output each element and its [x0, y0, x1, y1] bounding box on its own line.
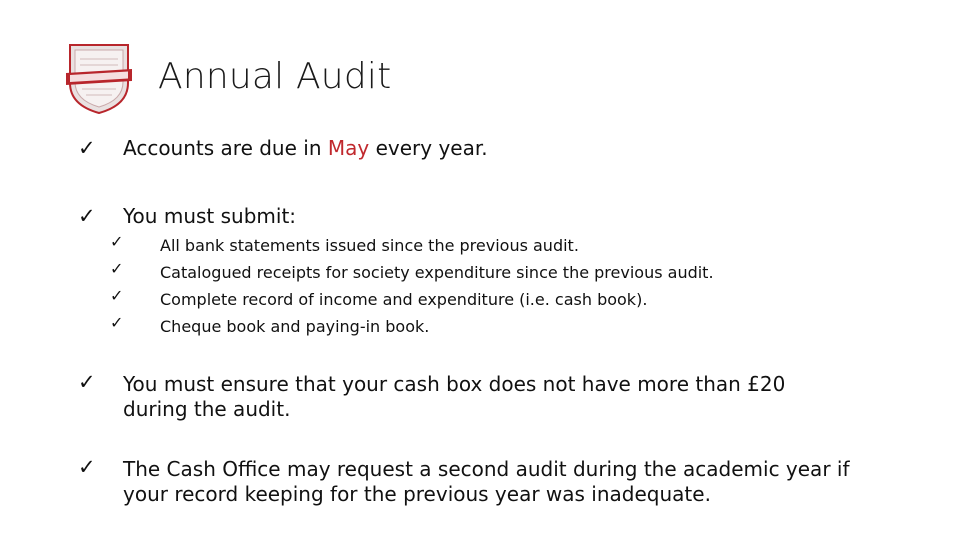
- due-month-highlight: May: [327, 136, 370, 160]
- check-icon: ✓: [78, 370, 96, 394]
- bullet-cash-box-line-2: during the audit.: [123, 397, 291, 421]
- check-icon: ✓: [110, 232, 124, 251]
- check-icon: ✓: [78, 136, 96, 160]
- bullet-second-audit-line-1: The Cash Office may request a second audit during the academic year if: [123, 457, 850, 481]
- check-icon: ✓: [78, 455, 96, 479]
- submit-item-bank-statements: All bank statements issued since the previous audit.: [160, 236, 579, 255]
- bullet-cash-box-line-1: You must ensure that your cash box does not have more than £20: [123, 372, 786, 396]
- check-icon: ✓: [78, 204, 96, 228]
- society-crest-logo: [66, 43, 132, 115]
- submit-item-cheque-book: Cheque book and paying-in book.: [160, 317, 430, 336]
- bullet-must-submit: You must submit:: [123, 204, 297, 228]
- check-icon: ✓: [110, 286, 124, 305]
- slide-title: Annual Audit: [158, 56, 392, 97]
- bullet-second-audit-line-2: your record keeping for the previous year was inadequate.: [123, 482, 711, 506]
- bullet-due-date-before: Accounts are due in: [123, 136, 328, 160]
- bullet-due-date: [123, 136, 488, 161]
- check-icon: ✓: [110, 259, 124, 278]
- submit-item-receipts: Catalogued receipts for society expenditure since the previous audit.: [160, 263, 714, 282]
- check-icon: ✓: [110, 313, 124, 332]
- bullet-due-date-after: every year.: [369, 136, 488, 160]
- submit-item-cash-book: Complete record of income and expenditure (i.e. cash book).: [160, 290, 648, 309]
